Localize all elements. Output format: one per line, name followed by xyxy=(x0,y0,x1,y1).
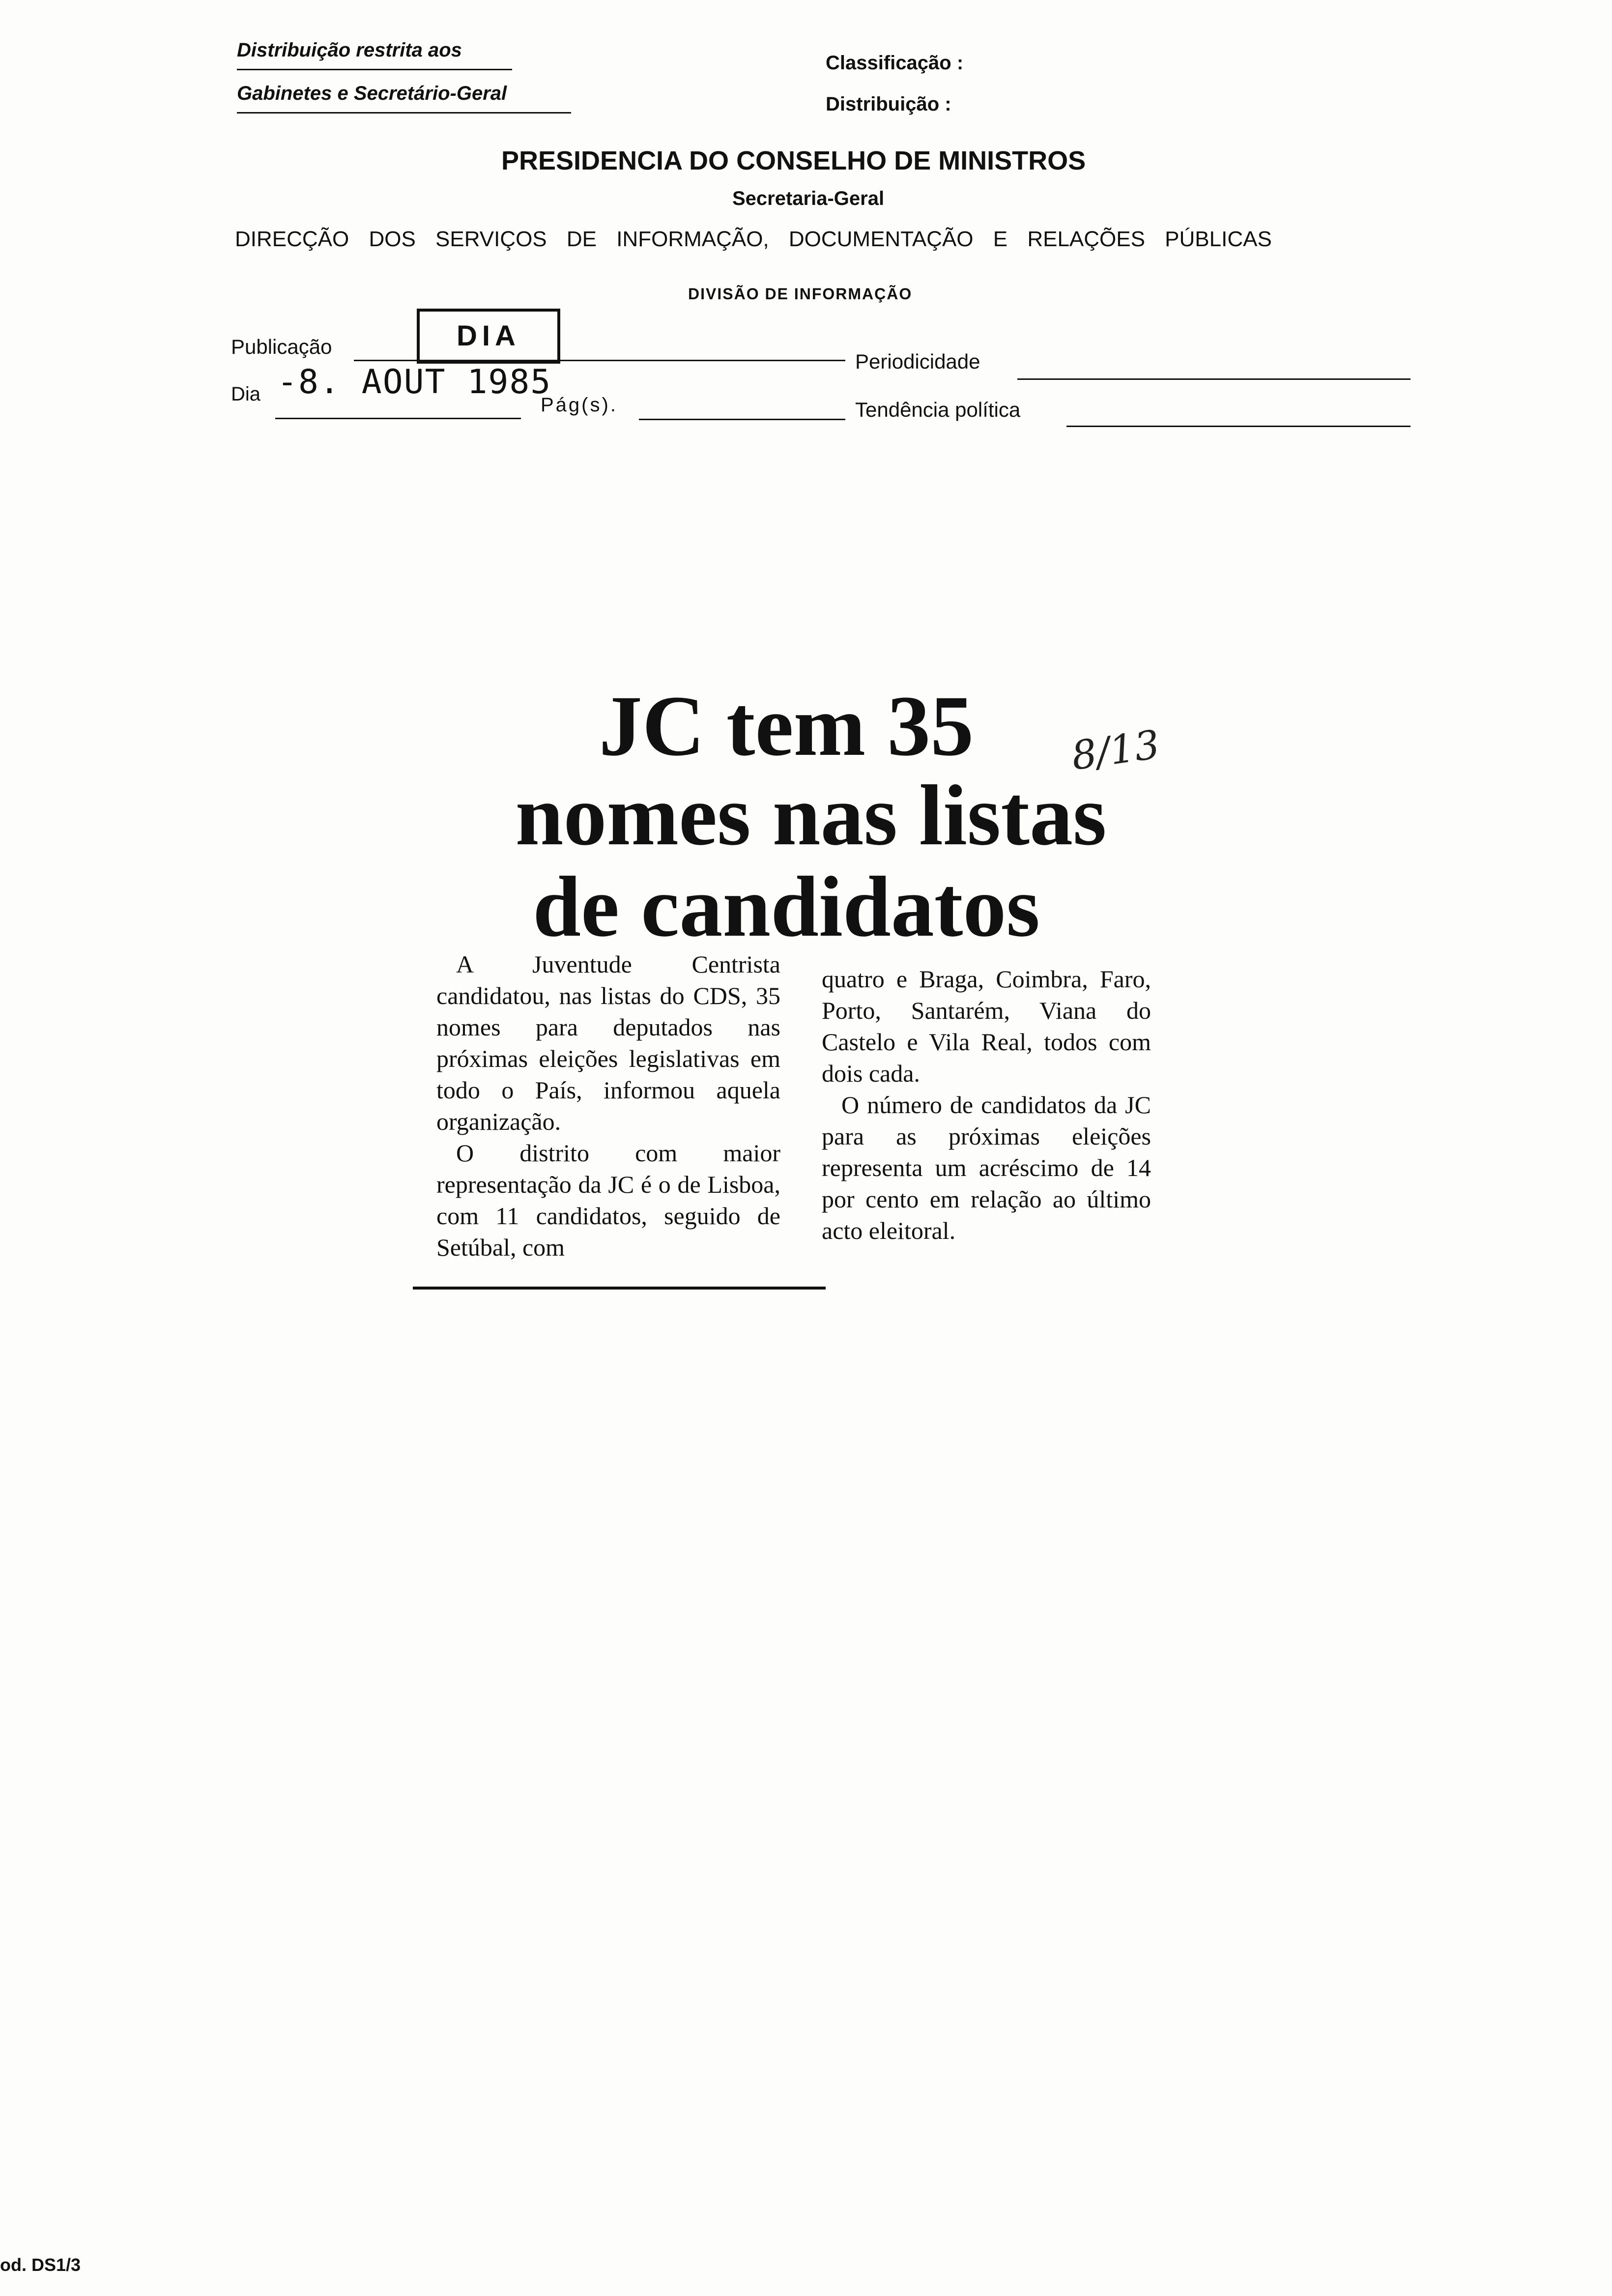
publication-stamp: DIA xyxy=(417,309,560,364)
secretariat-heading: Secretaria-Geral xyxy=(732,188,885,209)
dia-line xyxy=(275,418,521,419)
directorate-heading: DIRECÇÃO DOS SERVIÇOS DE INFORMAÇÃO, DOCUMENTAÇÃO E RELAÇÕES PÚBLICAS xyxy=(235,227,1272,251)
paragraph: quatro e Braga, Coimbra, Faro, Porto, Santarém, Viana do Castelo e Vila Real, todos com dois cada. xyxy=(822,965,1151,1087)
headline-line-3: de candidatos xyxy=(533,859,1040,955)
tendencia-label: Tendência política xyxy=(855,398,1021,421)
handwritten-annotation: 8/13 xyxy=(1068,721,1163,779)
presidency-heading: PRESIDENCIA DO CONSELHO DE MINISTROS xyxy=(501,146,1086,175)
paragraph: O número de candidatos da JC para as próximas eleições representa um acréscimo de 14 por cento em relação ao último acto eleitoral. xyxy=(822,1091,1151,1244)
periodicidade-line xyxy=(1017,378,1410,380)
distribuicao-label: Distribuição : xyxy=(826,93,951,115)
tendencia-line xyxy=(1066,426,1410,427)
headline-line-2: nomes nas listas xyxy=(515,768,1107,863)
paragraph: O distrito com maior representação da JC é o de Lisboa, com 11 candidatos, seguido de Setúbal, com xyxy=(436,1139,780,1261)
dia-label: Dia xyxy=(231,383,261,405)
article-column-2 xyxy=(822,963,1151,1246)
distribution-line-2: Gabinetes e Secretário-Geral xyxy=(237,83,507,104)
pags-label: Pág(s). xyxy=(541,394,618,416)
paragraph: A Juventude Centrista candidatou, nas listas do CDS, 35 nomes para deputados nas próximas eleições legislativas em todo o País, informou aquela organização. xyxy=(436,950,780,1135)
periodicidade-label: Periodicidade xyxy=(855,350,980,373)
headline-line-1: JC tem 35 xyxy=(599,678,974,774)
division-heading: DIVISÃO DE INFORMAÇÃO xyxy=(688,285,913,303)
divider xyxy=(237,69,512,70)
article-column-1 xyxy=(436,948,780,1263)
publicacao-label: Publicação xyxy=(231,335,332,358)
pags-line xyxy=(639,419,845,420)
date-stamp: -8. AOUT 1985 xyxy=(277,363,552,402)
distribution-line-1: Distribuição restrita aos xyxy=(237,39,462,61)
classificacao-label: Classificação : xyxy=(826,52,964,74)
article-bottom-rule xyxy=(413,1287,826,1290)
divider xyxy=(237,112,571,114)
form-code: od. DS1/3 xyxy=(0,2255,81,2275)
